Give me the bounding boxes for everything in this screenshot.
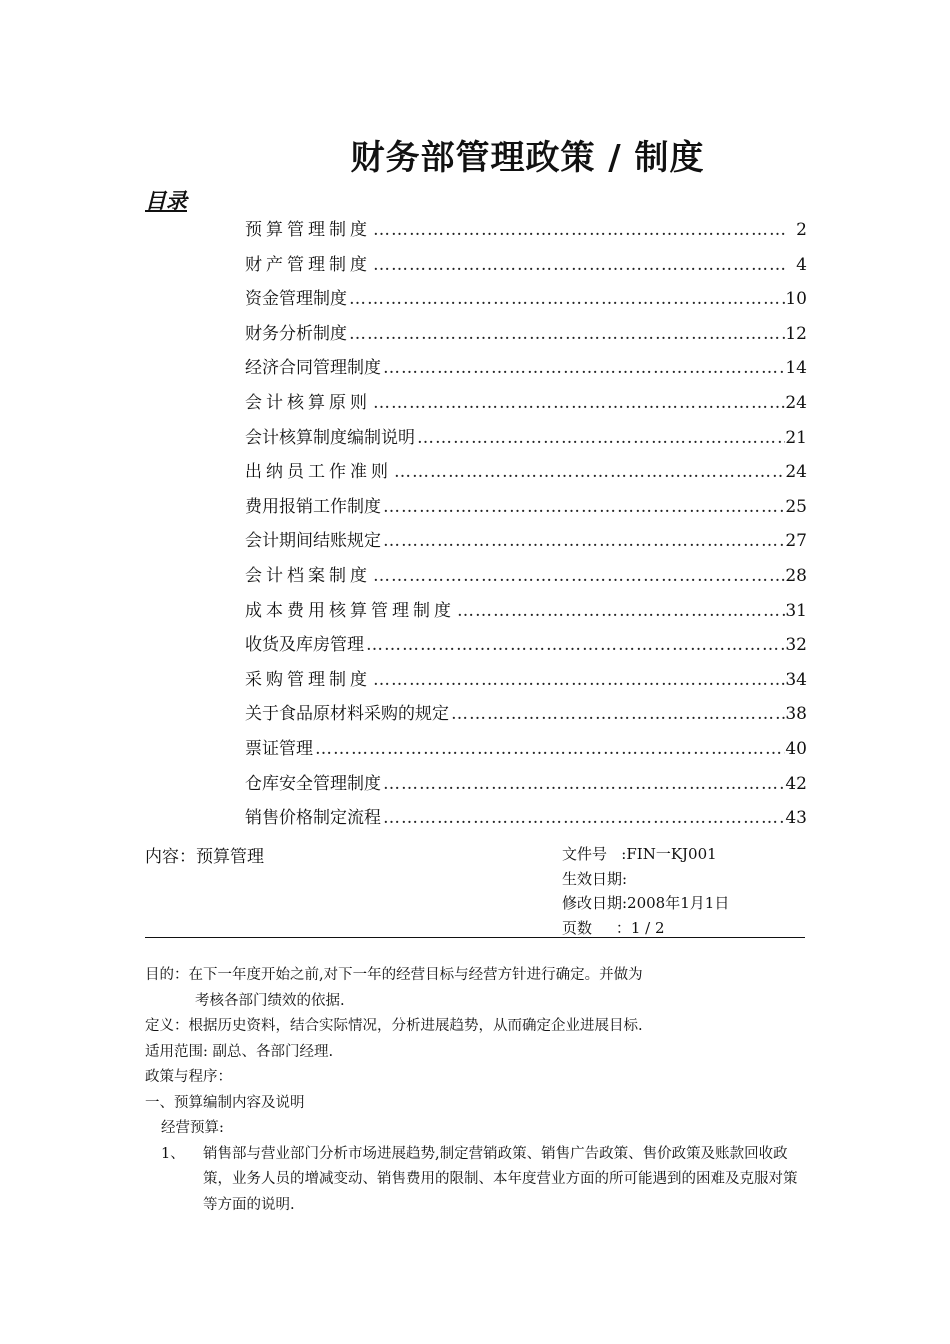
toc-entry-page: 27 (785, 531, 807, 552)
content-label: 内容：预算管理 (145, 847, 264, 867)
toc-entry-label: 票证管理 (245, 738, 313, 759)
toc-entry-page: 42 (785, 773, 807, 794)
toc-entry-label: 会计核算制度编制说明 (245, 427, 415, 448)
toc-entry-page: 34 (785, 669, 807, 690)
toc-entry[interactable] (245, 215, 807, 250)
toc-entry[interactable] (245, 388, 807, 423)
toc-entry-label: 采购管理制度 (245, 669, 371, 690)
toc-entry[interactable] (245, 319, 807, 354)
section-heading: 一、预算编制内容及说明 (145, 1094, 305, 1111)
toc-entry[interactable] (245, 630, 807, 665)
toc-leader-dots (381, 774, 785, 794)
scope-line: 适用范围: 副总、各部门经理. (145, 1043, 334, 1060)
toc-entry[interactable] (245, 561, 807, 596)
toc-leader-dots (371, 393, 785, 413)
toc-heading: 目录 (145, 189, 187, 213)
toc-entry-page: 12 (785, 323, 807, 344)
toc-entry-label: 会计期间结账规定 (245, 531, 381, 552)
purpose-line: 目的：在下一年度开始之前,对下一年的经营目标与经营方针进行确定。并做为 (145, 967, 643, 983)
toc-entry-label: 经济合同管理制度 (245, 358, 381, 379)
toc-entry-page: 38 (785, 704, 807, 725)
toc-entry-label: 仓库安全管理制度 (245, 773, 381, 794)
toc-entry-page: 2 (796, 220, 807, 240)
header-divider (145, 937, 805, 938)
toc-entry[interactable] (245, 284, 807, 319)
toc-leader-dots (371, 220, 785, 240)
toc-entry-page: 43 (785, 808, 807, 829)
doc-number: 文件号 :FIN一KJ001 (562, 845, 717, 863)
toc-entry-label: 成本费用核算管理制度 (245, 600, 455, 621)
toc-entry[interactable] (245, 526, 807, 561)
toc-entry-page: 14 (785, 358, 807, 379)
toc-entry-page: 21 (785, 427, 807, 448)
toc-entry[interactable] (245, 492, 807, 527)
toc-entry-label: 会计核算原则 (245, 392, 371, 413)
toc-entry-label: 财产管理制度 (245, 254, 371, 275)
toc-entry[interactable] (245, 353, 807, 388)
toc-leader-dots (449, 704, 785, 724)
toc-entry-label: 财务分析制度 (245, 323, 347, 344)
toc-entry[interactable] (245, 699, 807, 734)
page-count: 页数 ：1 / 2 (562, 918, 665, 937)
toc-entry-label: 收货及库房管理 (245, 635, 364, 656)
toc-entry-label: 预算管理制度 (245, 220, 371, 240)
toc-entry-label: 资金管理制度 (245, 289, 347, 310)
toc-entry-page: 24 (785, 392, 807, 413)
toc-entry[interactable] (245, 665, 807, 700)
effective-date: 生效日期: (562, 869, 628, 888)
document-meta (562, 842, 729, 940)
table-of-contents (245, 215, 807, 838)
toc-entry-page: 28 (785, 565, 807, 586)
toc-leader-dots (455, 601, 785, 621)
toc-entry[interactable] (245, 803, 807, 838)
toc-leader-dots (313, 739, 785, 759)
toc-entry[interactable] (245, 769, 807, 804)
toc-leader-dots (371, 255, 785, 275)
toc-leader-dots (415, 428, 785, 448)
definition-line: 定义：根据历史资料，结合实际情况，分析进展趋势，从而确定企业进展目标. (145, 1018, 643, 1034)
toc-entry-label: 关于食品原材料采购的规定 (245, 704, 449, 725)
page-title: 财务部管理政策 / 制度 (350, 138, 705, 178)
policy-heading: 政策与程序： (145, 1069, 232, 1085)
toc-leader-dots (381, 531, 785, 551)
toc-leader-dots (347, 324, 785, 344)
toc-leader-dots (347, 289, 785, 309)
toc-leader-dots (381, 808, 785, 828)
toc-entry-page: 24 (785, 462, 807, 483)
toc-leader-dots (381, 497, 785, 517)
toc-leader-dots (392, 462, 785, 482)
toc-leader-dots (371, 670, 785, 690)
toc-leader-dots (381, 358, 785, 378)
toc-entry-page: 32 (785, 635, 807, 656)
list-item-text: 销售部与营业部门分析市场进展趋势,制定营销政策、销售广告政策、售价政策及账款回收政策，业务人员的增减变动、销售费用的限制、本年度营业方面的所可能遇到的困难及克服对策等方面的说明. (203, 1145, 798, 1213)
toc-entry-label: 会计档案制度 (245, 565, 371, 586)
toc-entry[interactable] (245, 457, 807, 492)
toc-entry-label: 销售价格制定流程 (245, 808, 381, 829)
toc-leader-dots (364, 635, 785, 655)
toc-entry-page: 25 (785, 496, 807, 517)
document-body (145, 963, 807, 1218)
toc-entry[interactable] (245, 423, 807, 458)
modified-date: 修改日期:2008年1月1日 (562, 894, 730, 912)
list-item (145, 1142, 807, 1219)
toc-entry-page: 10 (785, 289, 807, 310)
toc-entry-label: 费用报销工作制度 (245, 496, 381, 517)
toc-entry-page: 31 (785, 600, 807, 621)
list-item-number: 1、 (161, 1145, 185, 1162)
toc-entry-page: 4 (796, 254, 807, 275)
toc-entry[interactable] (245, 250, 807, 285)
sub-heading: 经营预算: (161, 1120, 224, 1136)
toc-entry[interactable] (245, 734, 807, 769)
toc-entry-page: 40 (785, 738, 807, 759)
toc-entry[interactable] (245, 596, 807, 631)
toc-leader-dots (371, 566, 785, 586)
purpose-continuation: 考核各部门绩效的依据. (195, 992, 345, 1009)
toc-entry-label: 出纳员工作准则 (245, 462, 392, 483)
